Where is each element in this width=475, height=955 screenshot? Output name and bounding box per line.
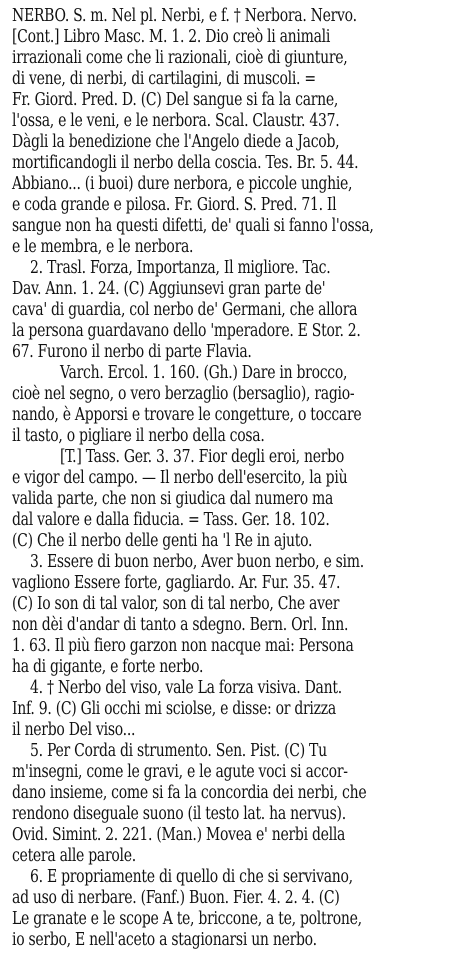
- text-line: nando, è Apporsi e trovare le congetture, o toccare: [12, 405, 362, 425]
- text-line: dal valore e dalla fiducia. = Tass. Ger. 18. 102.: [12, 510, 330, 530]
- text-line: cetera alle parole.: [12, 846, 136, 866]
- text-line: Inf. 9. (C) Gli occhi mi sciolse, e disse: or drizza: [12, 699, 336, 719]
- text-line: Abbiano... (i buoi) dure nerbora, e piccole unghie,: [12, 174, 353, 194]
- text-line: dano insieme, come si fa la concordia dei nerbi, che: [12, 783, 367, 803]
- text-line: vagliono Essere forte, gagliardo. Ar. Fur. 35. 47.: [12, 573, 341, 593]
- text-line: 2. Trasl. Forza, Importanza, Il migliore. Tac.: [30, 258, 331, 278]
- text-line: io serbo, E nell'aceto a stagionarsi un nerbo.: [12, 930, 317, 950]
- text-line: Ovid. Simint. 2. 221. (Man.) Movea e' nerbi della: [12, 825, 346, 845]
- text-line: irrazionali come che li razionali, cioè di giunture,: [12, 48, 348, 68]
- text-line: 5. Per Corda di strumento. Sen. Pist. (C) Tu: [30, 741, 327, 761]
- text-line: 67. Furono il nerbo di parte Flavia.: [12, 342, 252, 362]
- text-line: rendono diseguale suono (il testo lat. ha nervus).: [12, 804, 346, 824]
- text-line: ad uso di nerbare. (Fanf.) Buon. Fier. 4. 2. 4. (C): [12, 888, 340, 908]
- text-line: di vene, di nerbi, di cartilagini, di muscoli. =: [12, 69, 316, 89]
- text-line: Fr. Giord. Pred. D. (C) Del sangue si fa la carne,: [12, 90, 339, 110]
- text-line: Varch. Ercol. 1. 160. (Gh.) Dare in brocco,: [60, 363, 348, 383]
- text-line: Le granate e le scope A te, briccone, a te, poltrone,: [12, 909, 362, 929]
- text-line: sangue non ha questi difetti, de' quali si fanno l'ossa,: [12, 216, 374, 236]
- text-line: e le membra, e le nerbora.: [12, 237, 194, 257]
- text-line: mortificandogli il nerbo della coscia. Tes. Br. 5. 44.: [12, 153, 359, 173]
- text-line: Dav. Ann. 1. 24. (C) Aggiunsevi gran parte de': [12, 279, 326, 299]
- text-line: e vigor del campo. — Il nerbo dell'esercito, la più: [12, 468, 348, 488]
- text-line: Dàgli la benedizione che l'Angelo diede a Jacob,: [12, 132, 340, 152]
- text-line: ha di gigante, e forte nerbo.: [12, 657, 204, 677]
- text-line: m'insegni, come le gravi, e le agute voci si accor-: [12, 762, 348, 782]
- text-line: cava' di guardia, col nerbo de' Germani, che allora: [12, 300, 358, 320]
- text-line: (C) Che il nerbo delle genti ha 'l Re in ajuto.: [12, 531, 313, 551]
- text-line: valida parte, che non si giudica dal numero ma: [12, 489, 334, 509]
- text-line: 3. Essere di buon nerbo, Aver buon nerbo, e sim.: [30, 552, 364, 572]
- text-line: non dèi d'andar di tanto a sdegno. Bern. Orl. Inn.: [12, 615, 349, 635]
- text-line: e coda grande e pilosa. Fr. Giord. S. Pred. 71. Il: [12, 195, 337, 215]
- text-line: il nerbo Del viso...: [12, 720, 136, 740]
- text-line: 1. 63. Il più fiero garzon non nacque mai: Persona: [12, 636, 354, 656]
- text-line: NERBO. S. m. Nel pl. Nerbi, e f. † Nerbora. Nervo.: [12, 6, 357, 26]
- text-line: cioè nel segno, o vero berzaglio (bersaglio), ragio-: [12, 384, 355, 404]
- text-line: il tasto, o pigliare il nerbo della cosa.: [12, 426, 265, 446]
- text-line: la persona guardavano dello 'mperadore. E Stor. 2.: [12, 321, 361, 341]
- text-line: [Cont.] Libro Masc. M. 1. 2. Dio creò li animali: [12, 27, 331, 47]
- text-line: (C) Io son di tal valor, son di tal nerbo, Che aver: [12, 594, 340, 614]
- text-line: 6. E propriamente di quello di che si servivano,: [30, 867, 353, 887]
- text-line: [T.] Tass. Ger. 3. 37. Fior degli eroi, nerbo: [60, 447, 344, 467]
- text-line: 4. † Nerbo del viso, vale La forza visiva. Dant.: [30, 678, 342, 698]
- text-line: l'ossa, e le veni, e le nerbora. Scal. Claustr. 437.: [12, 111, 340, 131]
